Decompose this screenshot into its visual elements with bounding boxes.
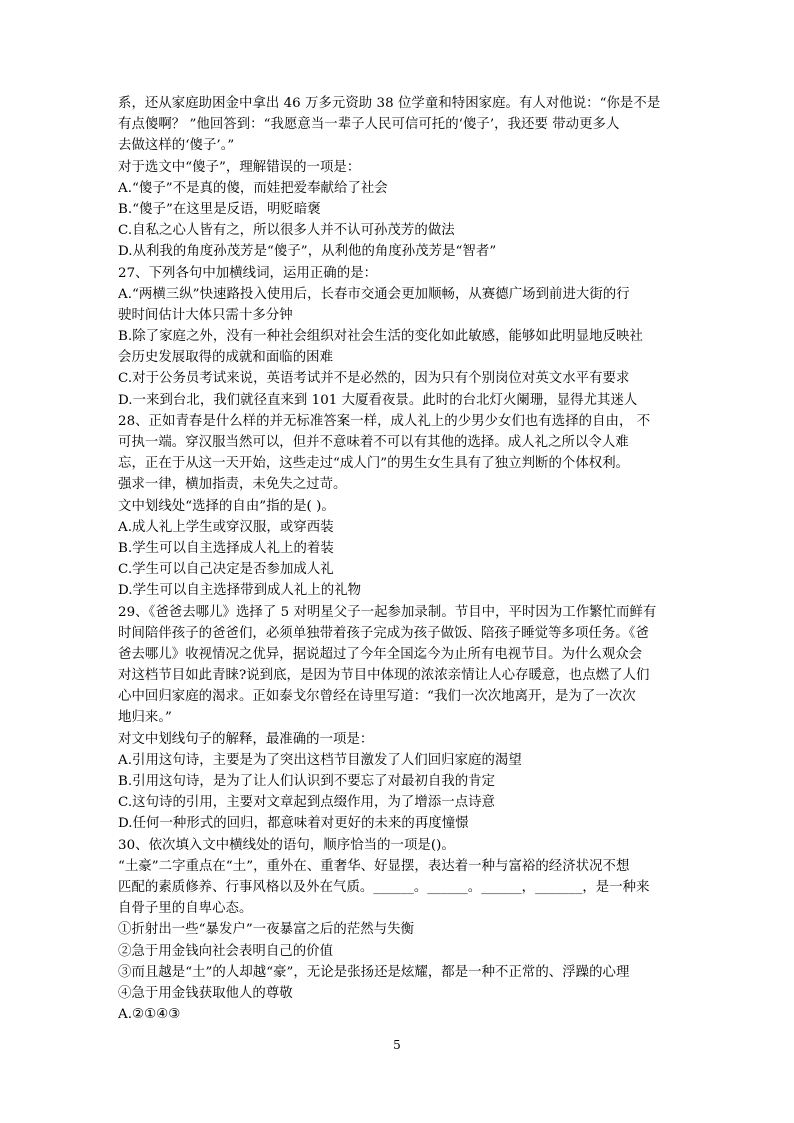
option-b: B.学生可以自主选择成人礼上的着装 bbox=[118, 540, 334, 556]
question-stem: 对文中划线句子的解释，最准确的一项是： bbox=[118, 731, 374, 747]
text-line: 强求一律，横加指责，未免失之过苛。 bbox=[118, 477, 347, 493]
text-line: 可执一端。穿汉服当然可以，但并不意味着不可以有其他的选择。成人礼之所以令人难 bbox=[118, 435, 629, 450]
option-b: B.除了家庭之外，没有一种社会组织对社会生活的变化如此敏感，能够如此明显地反映社 bbox=[118, 329, 643, 345]
question-30-stem: 30、依次填入文中横线处的语句，顺序恰当的一项是()。 bbox=[118, 837, 455, 853]
option-d: D.学生可以自主选择带到成人礼上的礼物 bbox=[118, 583, 362, 599]
option-a: A.引用这句诗，主要是为了突出这档节目激发了人们回归家庭的渴望 bbox=[118, 752, 522, 768]
sentence-option-1: ①折射出一些“暴发户”一夜暴富之后的茫然与失衡 bbox=[118, 922, 415, 938]
sentence-option-2: ②急于用金钱向社会表明自己的价值 bbox=[118, 943, 334, 959]
text-line: “土豪”二字重点在“土”，重外在、重奢华、好显摆，表达着一种与富裕的经济状况不想 bbox=[118, 858, 630, 874]
option-c: C.学生可以自己决定是否参加成人礼 bbox=[118, 562, 334, 578]
text-line: 去做这样的‘傻子’。” bbox=[118, 138, 235, 154]
option-a: A.“傻子”不是真的傻，而娃把爱奉献给了社会 bbox=[118, 180, 388, 196]
question-stem: 文中划线处“选择的自由”指的是( )。 bbox=[118, 498, 335, 514]
text-line: 自骨子里的自卑心态。 bbox=[118, 901, 253, 917]
question-stem: 对于选文中“傻子”，理解错误的一项是： bbox=[118, 159, 361, 175]
option-c: C.自私之心人皆有之，所以很多人并不认可孙茂芳的做法 bbox=[118, 223, 455, 239]
page-number: 5 bbox=[393, 1038, 401, 1052]
text-line: 会历史发展取得的成就和面临的困难 bbox=[118, 350, 334, 366]
text-line: 系，还从家庭助困金中拿出 46 万多元资助 38 位学童和特困家庭。有人对他说：“你是不是 bbox=[118, 96, 661, 111]
text-line: 匹配的素质修养、行事风格以及外在气质。______。______。______，_______，是一种来 bbox=[118, 879, 650, 895]
text-line: 忘，正在于从这一天开始，这些走过“成人门”的男生女生具有了独立判断的个体权利。 bbox=[118, 456, 630, 472]
question-28-passage: 28、正如青春是什么样的并无标准答案一样，成人礼上的少男少女们也有选择的自由， 不 bbox=[118, 413, 651, 429]
question-27-stem: 27、下列各句中加横线词，运用正确的是： bbox=[118, 265, 378, 281]
option-a: A.②①④③ bbox=[118, 1007, 181, 1023]
option-b: B.“傻子”在这里是反语，明贬暗褒 bbox=[118, 201, 321, 217]
sentence-option-4: ④急于用金钱获取他人的尊敬 bbox=[118, 985, 293, 1001]
option-a: A.“两横三纵”快速路投入使用后，长春市交通会更加顺畅，从赛德广场到前进大街的行 bbox=[118, 286, 630, 302]
text-line: 心中回归家庭的渴求。正如泰戈尔曾经在诗里写道：“我们一次次地离开，是为了一次次 bbox=[118, 689, 636, 705]
option-d: D.任何一种形式的回归，都意味着对更好的未来的再度憧憬 bbox=[118, 816, 469, 832]
text-line: 驶时间估计大体只需十多分钟 bbox=[118, 307, 293, 323]
text-line: 地归来。” bbox=[118, 710, 172, 726]
text-line: 时间陪伴孩子的爸爸们，必须单独带着孩子完成为孩子做饭、陪孩子睡觉等多项任务。《爸 bbox=[118, 625, 649, 641]
option-a: A.成人礼上学生或穿汉服，或穿西装 bbox=[118, 519, 334, 535]
document-body bbox=[118, 93, 678, 1025]
text-line: 对这档节目如此青睐?说到底，是因为节目中体现的浓浓亲情让人心存暖意，也点燃了人们 bbox=[118, 668, 650, 684]
option-c: C.这句诗的引用，主要对文章起到点缀作用，为了增添一点诗意 bbox=[118, 795, 496, 811]
text-line: 爸去哪儿》收视情况之优异，据说超过了今年全国迄今为止所有电视节目。为什么观众会 bbox=[118, 646, 643, 662]
option-b: B.引用这句诗，是为了让人们认识到不要忘了对最初自我的肯定 bbox=[118, 774, 496, 789]
option-d: D.一来到台北，我们就径直来到 101 大厦看夜景。此时的台北灯火阑珊，显得尤其迷人 bbox=[118, 392, 638, 408]
question-29-passage: 29、《爸爸去哪儿》选择了 5 对明星父子一起参加录制。节目中，平时因为工作繁忙而鲜有 bbox=[118, 604, 657, 620]
option-c: C.对于公务员考试来说，英语考试并不是必然的，因为只有个别岗位对英文水平有要求 bbox=[118, 371, 630, 387]
sentence-option-3: ③而且越是“土”的人却越“豪”，无论是张扬还是炫耀，都是一种不正常的、浮躁的心理 bbox=[118, 964, 630, 980]
text-line: 有点傻啊？ ”他回答到：“我愿意当一辈子人民可信可托的‘傻子’，我还要 带动更多人 bbox=[118, 117, 620, 133]
option-d: D.从利我的角度孙茂芳是“傻子”，从利他的角度孙茂芳是“智者” bbox=[118, 244, 497, 260]
